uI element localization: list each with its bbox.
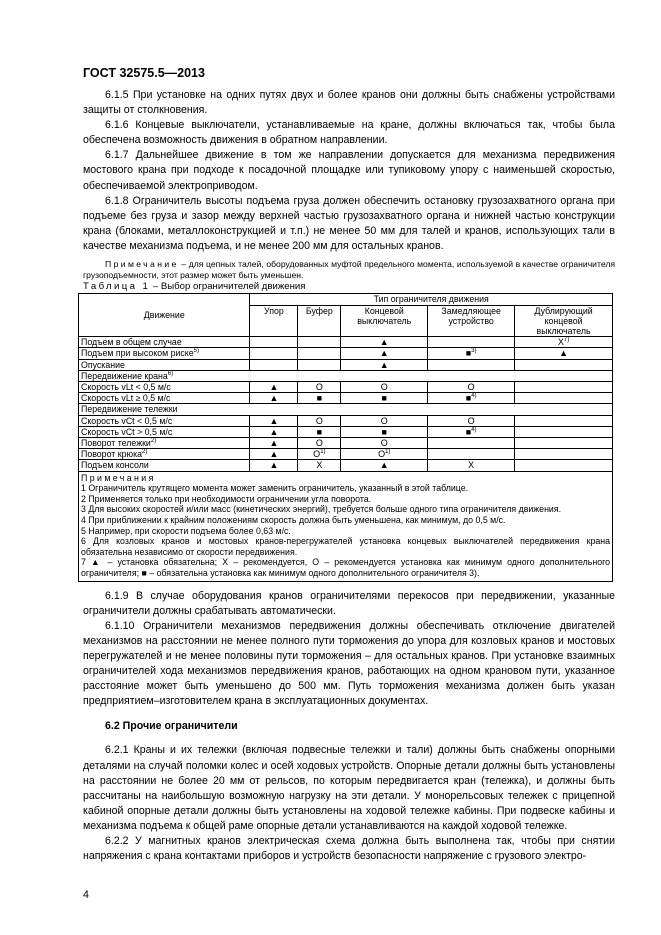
table-row-footnote: 2) bbox=[150, 438, 157, 445]
table-cell bbox=[298, 337, 341, 348]
table-cell bbox=[428, 337, 515, 348]
table-cell: O bbox=[341, 438, 428, 449]
table-row-label: Скорость vCt > 0,5 м/с bbox=[79, 426, 250, 437]
table-cell-footnote: 3) bbox=[471, 348, 477, 355]
table-cell: X bbox=[298, 460, 341, 471]
table-note: 1 Ограничитель крутящего момента может заменить ограничитель, указанный в этой таблице. bbox=[81, 483, 469, 494]
table-cell: ▲ bbox=[341, 460, 428, 471]
table-cell bbox=[515, 382, 613, 393]
table-row-footnote: 6) bbox=[167, 370, 174, 377]
limiter-selection-table bbox=[78, 293, 613, 581]
table-row bbox=[79, 337, 613, 348]
table-row-footnote: 2) bbox=[142, 449, 148, 456]
table-cell: ■ bbox=[298, 426, 341, 437]
table-cell: ▲ bbox=[250, 460, 298, 471]
table-cell: ■ bbox=[298, 393, 341, 404]
table-header-col: Замедляющее устройство bbox=[428, 305, 515, 337]
table-cell-footnote: 7) bbox=[563, 337, 570, 344]
table-note: 2 Применяется только при необходимости ограничении угла поворота. bbox=[81, 493, 372, 504]
table-cell: ▲ bbox=[250, 415, 298, 426]
table-caption-text: – Выбор ограничителей движения bbox=[152, 281, 306, 293]
table-cell bbox=[250, 359, 298, 370]
table-row-label: Скорость vLt ≥ 0,5 м/с bbox=[79, 393, 250, 404]
table-cell: ▲ bbox=[250, 438, 298, 449]
note-label: Примечание bbox=[105, 259, 179, 270]
paragraph-6-1-8: 6.1.8 Ограничитель высоты подъема груза должен обеспечить остановку грузозахватного органа при подъеме без груза и зазор между верхней частью грузозахватного органа и нижней частью конструкции крана (блоками, металлоконструкцией и т.п.) не менее 50 мм для талей и кранов, использующих тали в качестве механизма подъема, и не менее 200 мм для остальных кранов. bbox=[83, 194, 615, 252]
table-cell bbox=[515, 393, 613, 404]
table-cell: ■ bbox=[341, 393, 428, 404]
table-row-label: Подъем при высоком риске$^{5)}$ bbox=[79, 348, 250, 359]
table-cell bbox=[515, 438, 613, 449]
table-notes bbox=[79, 471, 613, 581]
table-header-col: Упор bbox=[250, 305, 298, 337]
table-row bbox=[79, 460, 613, 471]
table-row-label: Опускание bbox=[79, 359, 250, 370]
table-note: 4 При приближении к крайним положениям скорость должна быть уменьшена, как минимум, до 0,5 м/с. bbox=[81, 515, 506, 526]
table-cell-footnote: 1) bbox=[385, 449, 391, 456]
table-row-label: Скорость vCt < 0,5 м/с bbox=[79, 415, 250, 426]
table-cell bbox=[515, 449, 613, 460]
table-cell: ▲ bbox=[341, 348, 428, 359]
document-body bbox=[83, 88, 615, 864]
table-row bbox=[79, 359, 613, 370]
table-note: 5 Например, при скорости подъема более 0,63 м/с. bbox=[81, 525, 291, 536]
paragraph-6-1-10: 6.1.10 Ограничители механизмов передвижения должны обеспечивать отключение двигателей механизмов на расстоянии не менее полного пути торможения до упора для козловых кранов и мостовых перегружателей и не менее половины пути торможения – для остальных кранов. При установке взаимных ограничителей хода механизмов передвижения кранов, работающих на одном крановом пути, указанное расстояние может быть уменьшено до 500 мм. Путь торможения механизма должен быть указан предприятием–изготовителем крана в эксплуатационных документах. bbox=[83, 619, 615, 708]
table-header-col: Концевой выключатель bbox=[341, 305, 428, 337]
table-row-label: Подъем консоли bbox=[79, 460, 250, 471]
table-cell: $O^{1)}$ bbox=[298, 449, 341, 460]
table-cell: $X^{7)}$ bbox=[515, 337, 613, 348]
table-row-label: Подъем в общем случае bbox=[79, 337, 250, 348]
paragraph-6-1-5: 6.1.5 При установке на одних путях двух и более кранов они должны быть снабжены устройствами защиты от столкновения. bbox=[83, 89, 615, 117]
table-cell: ■$^{3)}$ bbox=[428, 348, 515, 359]
table-cell: ▲ bbox=[515, 348, 613, 359]
table-cell-footnote: 4) bbox=[471, 393, 477, 400]
table-notes-row bbox=[79, 471, 613, 581]
table-cell: O bbox=[298, 415, 341, 426]
table-row-label: Поворот крюка$^{2)}$ bbox=[79, 449, 250, 460]
table-group-heading-row bbox=[79, 404, 613, 415]
table-row bbox=[79, 449, 613, 460]
note-paragraph bbox=[83, 259, 615, 281]
table-cell-footnote: 1) bbox=[320, 449, 326, 456]
table-cell: $O^{1)}$ bbox=[341, 449, 428, 460]
table-cell bbox=[250, 337, 298, 348]
table-cell: O bbox=[341, 415, 428, 426]
table-row-label: Поворот тележки$^{2)}$ bbox=[79, 438, 250, 449]
paragraph-6-1-7: 6.1.7 Дальнейшее движение в том же направлении допускается для механизма передвижения мостового крана при подходе к посадочной площадке или тупиковому упору с наименьшей скоростью, обеспечиваемой электроприводом. bbox=[83, 149, 615, 192]
table-cell bbox=[515, 415, 613, 426]
table-cell: O bbox=[428, 382, 515, 393]
table-cell: ▲ bbox=[250, 382, 298, 393]
table-cell: O bbox=[298, 438, 341, 449]
table-cell-footnote: 4) bbox=[471, 426, 477, 433]
table-header-row-group bbox=[79, 294, 613, 305]
table-row-label: Передвижение крана$^{6)}$ bbox=[79, 370, 613, 381]
paragraph-6-1-6: 6.1.6 Концевые выключатели, устанавливаемые на кране, должны включаться так, чтобы была обеспечена возможность движения в обратном направлении. bbox=[83, 119, 615, 147]
table-cell: O bbox=[298, 382, 341, 393]
table-caption-label: Таблица 1 bbox=[83, 281, 151, 293]
table-notes-title: Примечания bbox=[81, 472, 156, 483]
table-cell bbox=[515, 359, 613, 370]
table-group-heading-row bbox=[79, 370, 613, 381]
table-cell: ■ bbox=[341, 426, 428, 437]
table-row bbox=[79, 393, 613, 404]
paragraph-6-1-9: 6.1.9 В случае оборудования кранов ограничителями перекосов при передвижении, указанные ограничители должны срабатывать автоматически. bbox=[83, 589, 615, 617]
table-header-col: Дублирующий концевой выключатель bbox=[515, 305, 613, 337]
section-heading: 6.2 Прочие ограничители bbox=[105, 720, 238, 733]
table-row-label: Передвижение тележки bbox=[79, 404, 613, 415]
table-body bbox=[79, 337, 613, 471]
table-cell: ■$^{4)}$ bbox=[428, 393, 515, 404]
document-header: ГОСТ 32575.5—2013 bbox=[83, 66, 205, 80]
table-cell bbox=[428, 438, 515, 449]
table-cell: O bbox=[428, 415, 515, 426]
table-cell: ■$^{4)}$ bbox=[428, 426, 515, 437]
table-cell: ▲ bbox=[341, 337, 428, 348]
note-text: – для цепных талей, оборудованных муфтой предельного момента, используемой в качестве ограничителя грузоподъемности, этот размер может быть уменьшен. bbox=[83, 259, 615, 281]
table-row-footnote: 5) bbox=[193, 348, 199, 355]
table-cell: ▲ bbox=[341, 359, 428, 370]
table-header-col: Буфер bbox=[298, 305, 341, 337]
table-cell bbox=[428, 449, 515, 460]
table-row bbox=[79, 382, 613, 393]
table-row bbox=[79, 438, 613, 449]
table-row-label: Скорость vLt < 0,5 м/с bbox=[79, 382, 250, 393]
table-header-motion: Движение bbox=[79, 294, 250, 337]
table-cell bbox=[428, 359, 515, 370]
table-cell: ▲ bbox=[250, 426, 298, 437]
table-row bbox=[79, 348, 613, 359]
table-cell: X bbox=[428, 460, 515, 471]
table-note: 7 ▲ – установка обязательна; X – рекомендуется, O – рекомендуется установка как минимум одного дополнительного ограничителя; ■ – обязательна установка как минимум одного дополнительного ограничителя 3). bbox=[81, 557, 610, 579]
page-number: 4 bbox=[83, 889, 89, 901]
table-row bbox=[79, 415, 613, 426]
table-cell bbox=[298, 348, 341, 359]
table-cell bbox=[515, 460, 613, 471]
table-cell bbox=[250, 348, 298, 359]
table-note: 3 Для высоких скоростей и/или масс (кинетических энергий), требуется больше одного типа ограничителя движения. bbox=[81, 504, 562, 515]
paragraph-6-2-1: 6.2.1 Краны и их тележки (включая подвесные тележки и тали) должны быть снабжены опорными деталями на случай поломки колес и осей ходовых устройств. Опорные детали должны быть установлены на расстоянии не более 20 мм от рельсов, по которым передвигается кран (тележка), и должны быть рассчитаны на наибольшую возможную нагрузку на эти детали. У монорельсовых тележек с прицепной кабиной опорные детали должны быть установлены на ходовой тележке кабины. При подвеске кабины и механизма подъема к общей раме опорные детали устанавливаются на каждой ходовой тележке. bbox=[83, 744, 615, 832]
table-cell: ▲ bbox=[250, 449, 298, 460]
table-caption bbox=[83, 281, 628, 292]
paragraph-6-2-2: 6.2.2 У магнитных кранов электрическая схема должна быть выполнена так, чтобы при снятии напряжения с крана контактами приборов и устройств безопасности напряжение с грузового электро- bbox=[83, 835, 615, 863]
table-cell: O bbox=[341, 382, 428, 393]
table-row bbox=[79, 426, 613, 437]
table-cell bbox=[298, 359, 341, 370]
table-header-group: Тип ограничителя движения bbox=[250, 294, 613, 305]
table-cell: ▲ bbox=[250, 393, 298, 404]
table-note: 6 Для козловых кранов и мостовых кранов-перегружателей установка концевых выключателей передвижения крана обязательна независимо от скорости передвижения. bbox=[81, 536, 610, 557]
table-cell bbox=[515, 426, 613, 437]
